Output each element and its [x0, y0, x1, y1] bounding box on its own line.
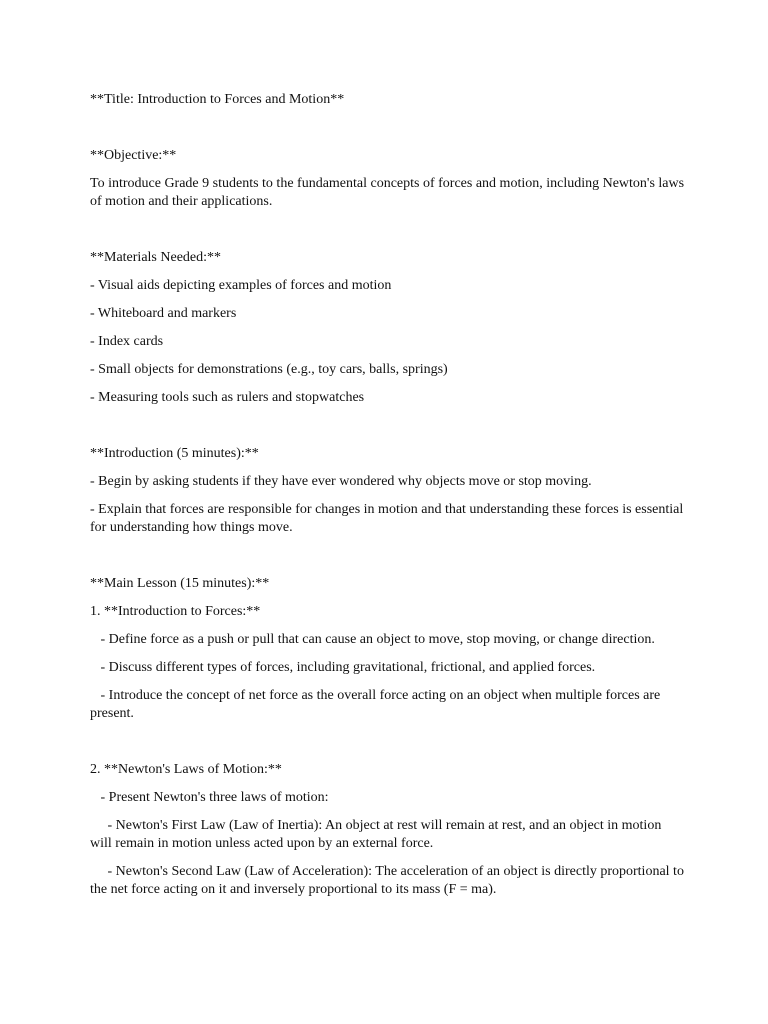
objective-heading: **Objective:** — [90, 148, 177, 163]
section2-law: - Newton's Second Law (Law of Acceleration): The acceleration of an object is directly proportional to the net force acting on it and inversely proportional to its mass (F = ma). — [90, 864, 688, 897]
section1-item: - Define force as a push or pull that can cause an object to move, stop moving, or change direction. — [90, 632, 655, 647]
document-title: **Title: Introduction to Forces and Motion** — [90, 92, 345, 107]
materials-item: - Whiteboard and markers — [90, 306, 237, 321]
introduction-heading: **Introduction (5 minutes):** — [90, 446, 259, 461]
section1-heading: 1. **Introduction to Forces:** — [90, 604, 261, 619]
section2-heading: 2. **Newton's Laws of Motion:** — [90, 762, 282, 777]
introduction-item: - Begin by asking students if they have ever wondered why objects move or stop moving. — [90, 474, 592, 489]
materials-item: - Index cards — [90, 334, 164, 349]
materials-item: - Visual aids depicting examples of forces and motion — [90, 278, 392, 293]
materials-heading: **Materials Needed:** — [90, 250, 222, 265]
section2-intro: - Present Newton's three laws of motion: — [90, 790, 329, 805]
main-lesson-heading: **Main Lesson (15 minutes):** — [90, 576, 270, 591]
section1-item: - Discuss different types of forces, including gravitational, frictional, and applied forces. — [90, 660, 596, 675]
materials-item: - Small objects for demonstrations (e.g., toy cars, balls, springs) — [90, 362, 448, 377]
materials-item: - Measuring tools such as rulers and stopwatches — [90, 390, 365, 405]
document-page — [90, 91, 688, 899]
section2-law: - Newton's First Law (Law of Inertia): An object at rest will remain at rest, and an object in motion will remain in motion unless acted upon by an external force. — [90, 818, 665, 851]
objective-text: To introduce Grade 9 students to the fundamental concepts of forces and motion, including Newton's laws of motion and their applications. — [90, 176, 688, 209]
introduction-item: - Explain that forces are responsible for changes in motion and that understanding these forces is essential for understanding how things move. — [90, 502, 687, 535]
section1-item: - Introduce the concept of net force as the overall force acting on an object when multiple forces are present. — [90, 688, 664, 721]
